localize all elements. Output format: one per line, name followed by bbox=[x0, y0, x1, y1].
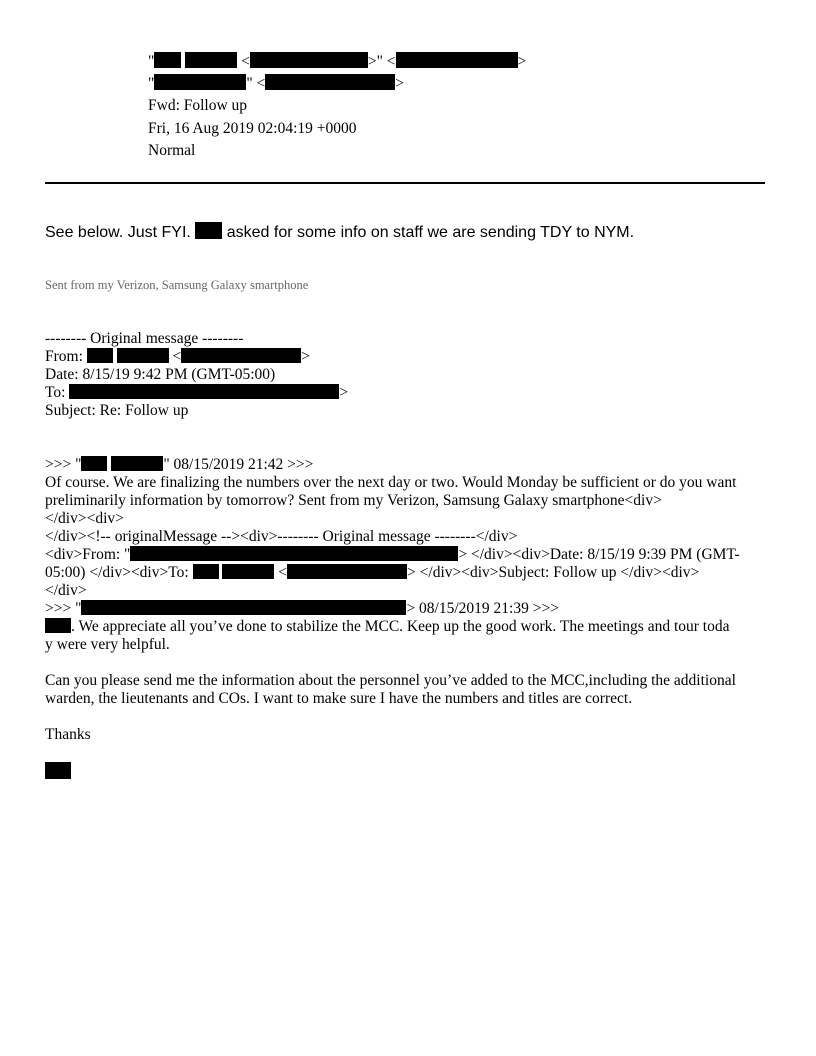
quote2-paragraph-line1: . We appreciate all you’ve done to stabilize the MCC. Keep up the good work. The meetings and tour toda bbox=[45, 618, 775, 636]
redaction bbox=[45, 618, 71, 633]
request-paragraph: Can you please send me the information about the personnel you’ve added to the MCC,including the additional warden, the lieutenants and COs. I want to make sure I have the numbers and titles are correct. bbox=[45, 672, 736, 707]
redaction bbox=[154, 74, 246, 90]
redaction bbox=[222, 564, 274, 579]
redaction bbox=[193, 564, 219, 579]
redaction bbox=[195, 222, 222, 239]
quote2-header: >>> " > 08/15/2019 21:39 >>> bbox=[45, 600, 559, 617]
from-value: " < >" < > bbox=[148, 53, 527, 70]
html-to-line: 05:00) </div><div>To: < > </div><div>Subject: Follow up </div><div> bbox=[45, 564, 700, 581]
redaction bbox=[111, 456, 163, 471]
redaction bbox=[81, 456, 107, 471]
redaction bbox=[81, 600, 406, 615]
original-to: To: > bbox=[45, 384, 349, 401]
redaction bbox=[396, 52, 518, 68]
thanks-line: Thanks bbox=[45, 726, 91, 743]
intro-before: See below. Just FYI. bbox=[45, 224, 196, 241]
reply-paragraph: Of course. We are finalizing the numbers over the next day or two. Would Monday be sufficient or do you want preliminarily information by tomorrow? Sent from my Verizon, Samsung Galaxy smartphone<div> bbox=[45, 474, 737, 509]
redaction bbox=[250, 52, 368, 68]
redaction bbox=[154, 52, 181, 68]
html-from-line: <div>From: " > </div><div>Date: 8/15/19 9:39 PM (GMT- bbox=[45, 546, 740, 563]
quote2-paragraph-line2: y were very helpful. bbox=[45, 636, 170, 653]
html-markup-line: </div><!-- originalMessage --><div>-------- Original message --------</div> bbox=[45, 528, 518, 545]
intro-after: asked for some info on staff we are sending TDY to NYM. bbox=[222, 224, 635, 241]
intro-line bbox=[45, 222, 634, 242]
original-date: Date: 8/15/19 9:42 PM (GMT-05:00) bbox=[45, 366, 276, 383]
redaction bbox=[87, 348, 113, 363]
to-value: " " < > bbox=[148, 75, 405, 92]
html-markup-line: </div> bbox=[45, 582, 87, 599]
redaction bbox=[130, 546, 458, 561]
subject-value: Fwd: Follow up bbox=[148, 97, 248, 114]
date-value: Fri, 16 Aug 2019 02:04:19 +0000 bbox=[148, 120, 357, 137]
sent-from-signature: Sent from my Verizon, Samsung Galaxy smartphone bbox=[45, 278, 309, 292]
header-divider bbox=[45, 182, 765, 184]
original-subject: Subject: Re: Follow up bbox=[45, 402, 189, 419]
redaction bbox=[185, 52, 237, 68]
html-markup-line: </div><div> bbox=[45, 510, 124, 527]
original-from: From: < > bbox=[45, 348, 311, 365]
signature-redaction-line bbox=[45, 762, 775, 780]
redaction bbox=[45, 762, 71, 779]
redaction bbox=[181, 348, 301, 363]
redaction bbox=[265, 74, 395, 90]
reply-quote-header: >>> " " 08/15/2019 21:42 >>> bbox=[45, 456, 314, 473]
redaction bbox=[287, 564, 407, 579]
redaction bbox=[117, 348, 169, 363]
original-title: -------- Original message -------- bbox=[45, 330, 244, 347]
redaction bbox=[69, 384, 339, 399]
message-body bbox=[45, 330, 775, 780]
importance-value: Normal bbox=[148, 142, 196, 159]
